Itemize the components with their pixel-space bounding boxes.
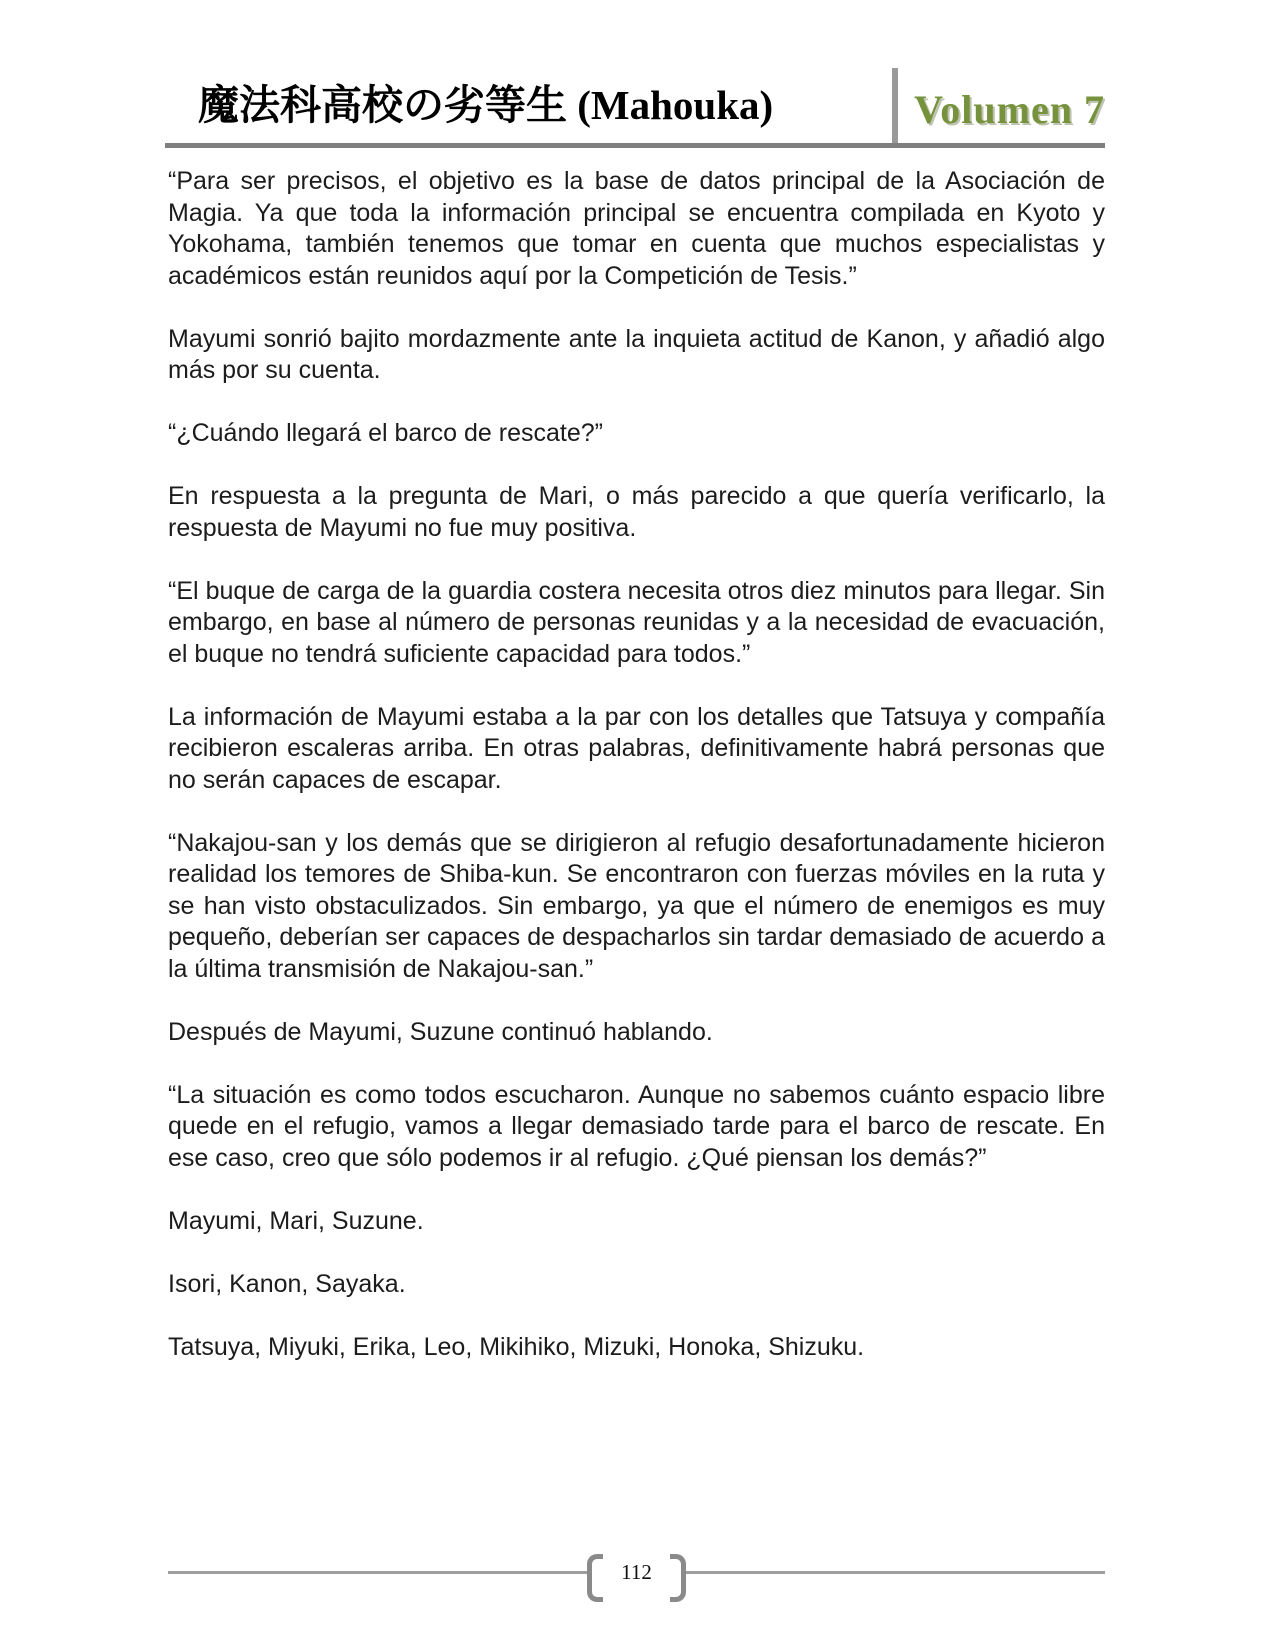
paragraph-mayumi-info: La información de Mayumi estaba a la par con los detalles que Tatsuya y compañía recibieron escaleras arriba. En otras palabras, definitivamente habrá personas que no serán capaces de escapar. xyxy=(168,702,1105,794)
right-bracket-icon xyxy=(670,1554,686,1602)
left-bracket-icon xyxy=(587,1554,603,1602)
body-text xyxy=(168,166,1105,1363)
paragraph-suzune-continued: Después de Mayumi, Suzune continuó hablando. xyxy=(168,1017,713,1046)
paragraph-names-group2: Isori, Kanon, Sayaka. xyxy=(168,1269,406,1298)
paragraph-mari-question: En respuesta a la pregunta de Mari, o más parecido a que quería verificarlo, la respuesta de Mayumi no fue muy positiva. xyxy=(168,482,1105,542)
paragraph-quote-objective: “Para ser precisos, el objetivo es la base de datos principal de la Asociación de Magia. Ya que toda la información principal se encuentra compilada en Kyoto y Yokohama, también tenemos que tomar en cuenta que muchos especialistas y académicos están reunidos aquí por la Competición de Tesis.” xyxy=(168,167,1105,290)
paragraph-mayumi-smiled: Mayumi sonrió bajito mordazmente ante la inquieta actitud de Kanon, y añadió algo más por su cuenta. xyxy=(168,324,1105,384)
paragraph-names-group3: Tatsuya, Miyuki, Erika, Leo, Mikihiko, Mizuki, Honoka, Shizuku. xyxy=(168,1332,865,1361)
footer-line-left xyxy=(168,1571,587,1574)
page-footer xyxy=(168,1542,1105,1602)
page-number: 112 xyxy=(621,1559,652,1584)
page-header xyxy=(168,0,1105,143)
paragraph-quote-rescue-boat: “¿Cuándo llegará el barco de rescate?” xyxy=(168,419,603,447)
footer-line-right xyxy=(686,1571,1105,1574)
paragraph-quote-cargo-ship: “El buque de carga de la guardia costera necesita otros diez minutos para llegar. Sin embargo, en base al número de personas reunidas y a la necesidad de evacuación, el buque no tendrá suficiente capacidad para todos.” xyxy=(168,576,1105,668)
volume-label: Volumen 7 xyxy=(914,87,1105,132)
paragraph-quote-nakajou: “Nakajou-san y los demás que se dirigieron al refugio desafortunadamente hicieron realidad los temores de Shiba-kun. Se encontraron con fuerzas móviles en la ruta y se han visto obstaculizados. Sin embargo, ya que el número de enemigos es muy pequeño, deberían ser capaces de despacharlos sin tardar demasiado de acuerdo a la última transmisión de Nakajou-san.” xyxy=(168,828,1105,983)
paragraph-quote-situation: “La situación es como todos escucharon. Aunque no sabemos cuánto espacio libre quede en el refugio, vamos a llegar demasiado tarde para el barco de rescate. En ese caso, creo que sólo podemos ir al refugio. ¿Qué piensan los demás?” xyxy=(168,1080,1105,1172)
series-title: 魔法科高校の劣等生 (Mahouka) xyxy=(198,82,774,128)
paragraph-names-group1: Mayumi, Mari, Suzune. xyxy=(168,1206,424,1235)
header-rule xyxy=(165,143,1105,148)
